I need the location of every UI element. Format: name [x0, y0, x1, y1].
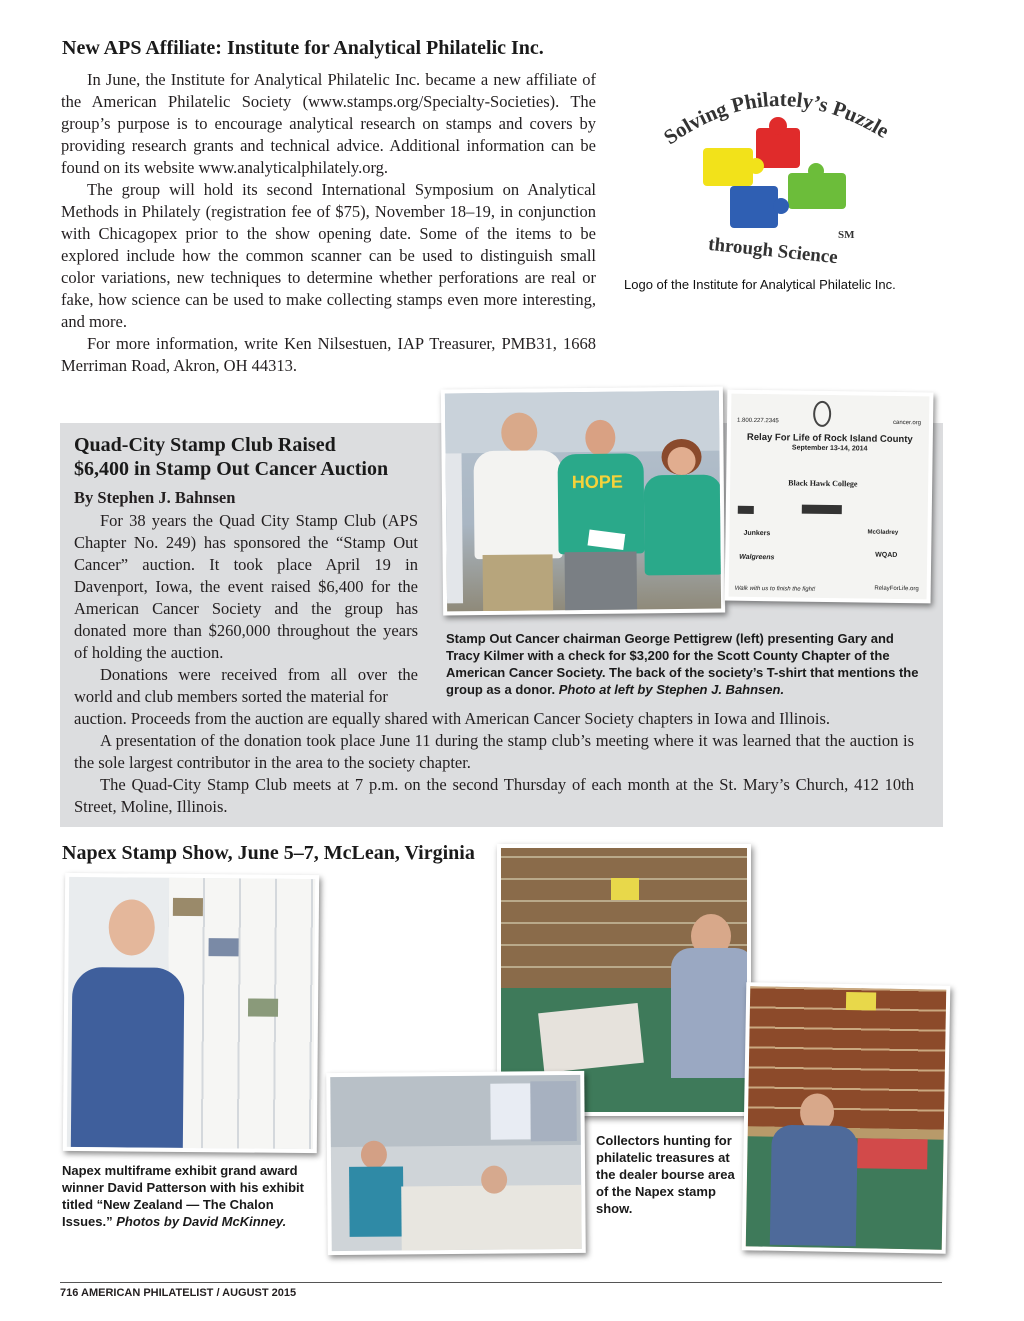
shirt-sponsor: Walgreens — [739, 553, 775, 562]
article1-paragraph: For more information, write Ken Nilsestuen, IAP Treasurer, PMB31, 1668 Merriman Road, Akron, OH 44313. — [61, 334, 596, 375]
puzzle-blue-piece — [730, 186, 789, 228]
puzzle-red-piece — [756, 117, 800, 168]
article2-byline: By Stephen J. Bahnsen — [74, 488, 236, 507]
logo-bottom-text: through Science — [707, 233, 839, 269]
shirt-site: cancer.org — [892, 419, 922, 427]
photo-credit: Photos by David McKinney. — [116, 1214, 287, 1229]
article2-paragraph: The Quad-City Stamp Club meets at 7 p.m. on the second Thursday of each month at the St. Mary’s Church, 412 10th Street, Moline, Illinois. — [74, 775, 914, 816]
article1-title: New APS Affiliate: Institute for Analytical Philatelic Inc. — [62, 37, 544, 59]
article2-paragraph: auction. Proceeds from the auction are equally shared with American Cancer Society chapters in Iowa and Illinois. — [74, 709, 830, 728]
shirt-sponsor-big: Black Hawk College — [788, 478, 858, 489]
shirt-phone: 1.800.227.2345 — [737, 417, 779, 425]
sponsor-logo — [738, 506, 754, 514]
article1-paragraph: In June, the Institute for Analytical Philatelic Inc. became a new affiliate of the American Philatelic Society (www.stamps.org/Specialty-Societies). The group’s purpose is to encourage analytical research on stamps and covers by providing research grants and technical advice. Additional information can be found on its website www.analyticalphilately.org. — [61, 70, 596, 177]
exhibit-winner-photo — [63, 873, 319, 1153]
sponsor-logo — [802, 505, 842, 515]
article1-body — [61, 69, 596, 377]
photo-credit: Photo at left by Stephen J. Bahnsen. — [558, 682, 785, 697]
bourse-area-photo — [326, 1071, 586, 1255]
relay-logo-icon — [813, 401, 831, 427]
article1-paragraph: The group will hold its second International Symposium on Analytical Methods in Philately (registration fee of $75), November 18–19, in conjunction with Chicagopex prior to the show opening date. Some of the items to be explored include how the common scanner can be used to distinguish small color variations, new techniques to determine whether perforations are real or fake, how science can be used to make collecting stamps even more interesting, and more. — [61, 180, 596, 331]
article2-paragraph: Donations were received from all over the world and club members sorted the material for — [74, 665, 418, 706]
article2-title-line2: $6,400 in Stamp Out Cancer Auction — [74, 458, 389, 480]
article2-narrow-body — [74, 510, 418, 708]
article2-photo-caption — [446, 630, 924, 698]
puzzle-green-piece — [788, 163, 846, 209]
article2-title — [74, 433, 388, 481]
logo-service-mark: SM — [838, 229, 855, 241]
article2-wide-body — [74, 708, 914, 818]
shirt-sponsor: WQAD — [875, 551, 898, 559]
article2-paragraph: For 38 years the Quad City Stamp Club (APS Chapter No. 249) has sponsored the “Stamp Out Cancer” auction. It took place April 19 in Davenport, Iowa, the event raised $6,400 for the American Cancer Society and the group has donated more than $260,000 throughout the years of holding the auction. — [74, 511, 418, 662]
article3-title: Napex Stamp Show, June 5–7, McLean, Virginia — [62, 842, 475, 864]
puzzle-yellow-piece — [703, 148, 764, 186]
shirt-sponsor: Junkers — [743, 529, 771, 538]
hope-shirt-text: HOPE — [571, 471, 623, 493]
caption-text: Napex multiframe exhibit grand award winner David Patterson with his exhibit titled “New Zealand — The Chalon Issues.” — [62, 1163, 304, 1229]
page-footer: 716 AMERICAN PHILATELIST / AUGUST 2015 — [60, 1282, 942, 1299]
shirt-event: Relay For Life of Rock Island County — [746, 431, 913, 446]
article2-title-line1: Quad-City Stamp Club Raised — [74, 434, 336, 456]
collectors-photo — [742, 982, 951, 1254]
logo-top-text: Solving Philately’s Puzzle — [659, 86, 894, 150]
article2-paragraph: A presentation of the donation took place June 11 during the stamp club’s meeting where it was learned that the auction is the sole largest contributor in the area to the society chapter. — [74, 731, 914, 772]
article3-left-caption — [62, 1162, 322, 1230]
article3-right-caption: Collectors hunting for philatelic treasures at the dealer bourse area of the Napex stamp show. — [596, 1133, 735, 1216]
iap-logo — [648, 78, 898, 273]
check-presentation-photo — [441, 387, 725, 616]
shirt-sponsor: McGladrey — [867, 529, 899, 536]
tshirt-back-photo — [725, 390, 934, 604]
shirt-dates: September 13-14, 2014 — [791, 444, 868, 453]
shirt-footer-right: RelayForLife.org — [874, 585, 919, 593]
caption-text: Stamp Out Cancer chairman George Pettigrew (left) presenting Gary and Tracy Kilmer with a check for $3,200 for the Scott County Chapter of the American Cancer Society. The back of the society’s T-shirt that mentions the group as a donor. — [446, 631, 919, 697]
shirt-footer-left: Walk with us to finish the fight! — [734, 585, 816, 593]
puzzle-logo-graphic — [648, 78, 898, 273]
logo-caption: Logo of the Institute for Analytical Philatelic Inc. — [624, 277, 896, 292]
